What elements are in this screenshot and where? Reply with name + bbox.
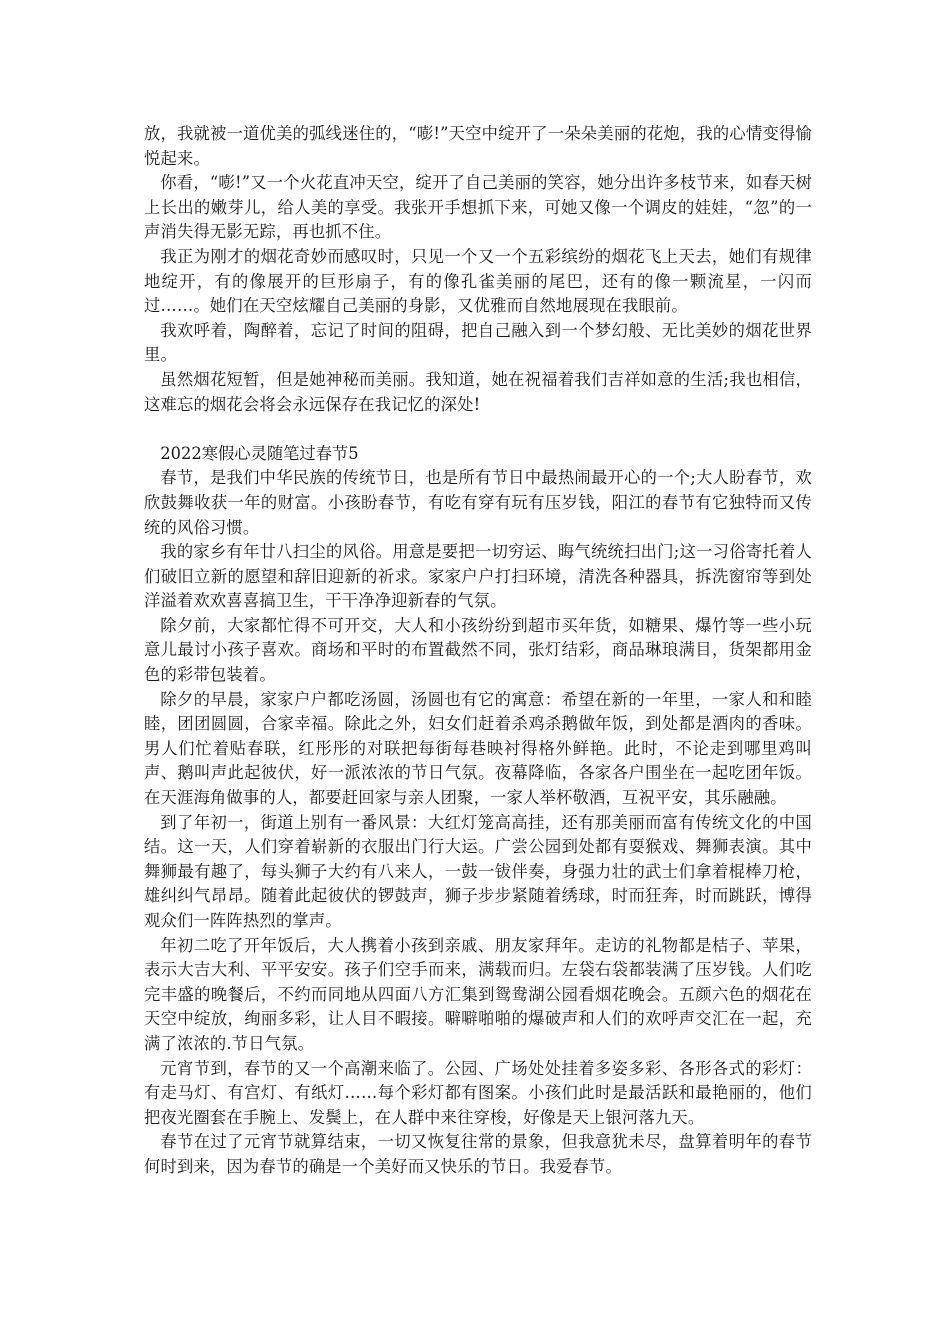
- paragraph: 虽然烟花短暂，但是她神秘而美丽。我知道，她在祝福着我们吉祥如意的生活;我也相信，这难忘的烟花会将会永远保存在我记忆的深处!: [144, 369, 812, 414]
- paragraph: 你看，“嘭!”又一个火花直冲天空，绽开了自己美丽的笑容，她分出许多枝节来，如春天树上长出的嫩芽儿，给人美的享受。我张开手想抓下来，可她又像一个调皮的娃娃，“忽”的一声消失得无影无踪，再也抓不住。: [144, 173, 812, 242]
- paragraph: 放，我就被一道优美的弧线迷住的，“嘭!”天空中绽开了一朵朵美丽的花炮，我的心情变得愉悦起来。: [144, 124, 812, 168]
- essay-section-spring-festival: [144, 442, 812, 1180]
- document-page: [144, 122, 812, 1180]
- paragraph: 春节在过了元宵节就算结束，一切又恢复往常的景象，但我意犹未尽，盘算着明年的春节何时到来，因为春节的确是一个美好而又快乐的节日。我爱春节。: [144, 1132, 812, 1176]
- paragraph: 到了年初一，街道上别有一番风景：大红灯笼高高挂，还有那美丽而富有传统文化的中国结。这一天，人们穿着崭新的衣服出门行大运。广尝公园到处都有耍猴戏、舞狮表演。其中舞狮最有趣了，每头狮子大约有八来人，一鼓一钹伴奏，身强力壮的武士们拿着棍棒刀枪，雄纠纠气昂昂。随着此起彼伏的锣鼓声，狮子步步紧随着绣球，时而狂奔，时而跳跃，博得观众们一阵阵热烈的掌声。: [144, 812, 812, 930]
- essay-section-fireworks: [144, 122, 812, 417]
- paragraph: 元宵节到，春节的又一个高潮来临了。公园、广场处处挂着多姿多彩、各形各式的彩灯：有走马灯、有宫灯、有纸灯……每个彩灯都有图案。小孩们此时是最活跃和最艳丽的，他们把夜光圈套在手腕上、发鬓上，在人群中来往穿梭，好像是天上银河落九天。: [144, 1058, 812, 1127]
- paragraph: 我的家乡有年廿八扫尘的风俗。用意是要把一切穷运、晦气统统扫出门;这一习俗寄托着人们破旧立新的愿望和辞旧迎新的祈求。家家户户打扫环境，清洗各种器具，拆洗窗帘等到处洋溢着欢欢喜喜搞卫生，干干净净迎新春的气氛。: [144, 542, 812, 611]
- paragraph: 年初二吃了开年饭后，大人携着小孩到亲戚、朋友家拜年。走访的礼物都是桔子、苹果，表示大吉大利、平平安安。孩子们空手而来，满载而归。左袋右袋都装满了压岁钱。人们吃完丰盛的晚餐后，不约而同地从四面八方汇集到鸳鸯湖公园看烟花晚会。五颜六色的烟花在天空中绽放，绚丽多彩，让人目不暇接。噼噼啪啪的爆破声和人们的欢呼声交汇在一起，充满了浓浓的.节日气氛。: [144, 935, 812, 1053]
- paragraph: 除夕的早晨，家家户户都吃汤圆，汤圆也有它的寓意：希望在新的一年里，一家人和和睦睦，团团圆圆，合家幸福。除此之外，妇女们赶着杀鸡杀鹅做年饭，到处都是酒肉的香味。男人们忙着贴春联，红彤彤的对联把每街每巷映衬得格外鲜艳。此时，不论走到哪里鸡叫声、鹅叫声此起彼伏，好一派浓浓的节日气氛。夜幕降临，各家各户围坐在一起吃团年饭。在天涯海角做事的人，都要赶回家与亲人团聚，一家人举杯敬酒，互祝平安，其乐融融。: [144, 689, 812, 808]
- blank-line: [144, 417, 812, 442]
- section-title: 2022寒假心灵随笔过春节5: [160, 443, 359, 463]
- paragraph: 我正为刚才的烟花奇妙而感叹时，只见一个又一个五彩缤纷的烟花飞上天去，她们有规律地绽开，有的像展开的巨形扇子，有的像孔雀美丽的尾巴，还有的像一颗流星，一闪而过……。她们在天空炫耀自己美丽的身影，又优雅而自然地展现在我眼前。: [144, 246, 812, 316]
- paragraph: 除夕前，大家都忙得不可开交，大人和小孩纷纷到超市买年货，如糖果、爆竹等一些小玩意儿最讨小孩子喜欢。商场和平时的布置截然不同，张灯结彩，商品琳琅满目，货架都用金色的彩带包装着。: [144, 615, 812, 685]
- paragraph: 我欢呼着，陶醉着，忘记了时间的阻碍，把自己融入到一个梦幻般、无比美妙的烟花世界里。: [144, 320, 812, 365]
- paragraph: 春节，是我们中华民族的传统节日，也是所有节日中最热闹最开心的一个;大人盼春节，欢欣鼓舞收获一年的财富。小孩盼春节，有吃有穿有玩有压岁钱，阳江的春节有它独特而又传统的风俗习惯。: [144, 468, 812, 537]
